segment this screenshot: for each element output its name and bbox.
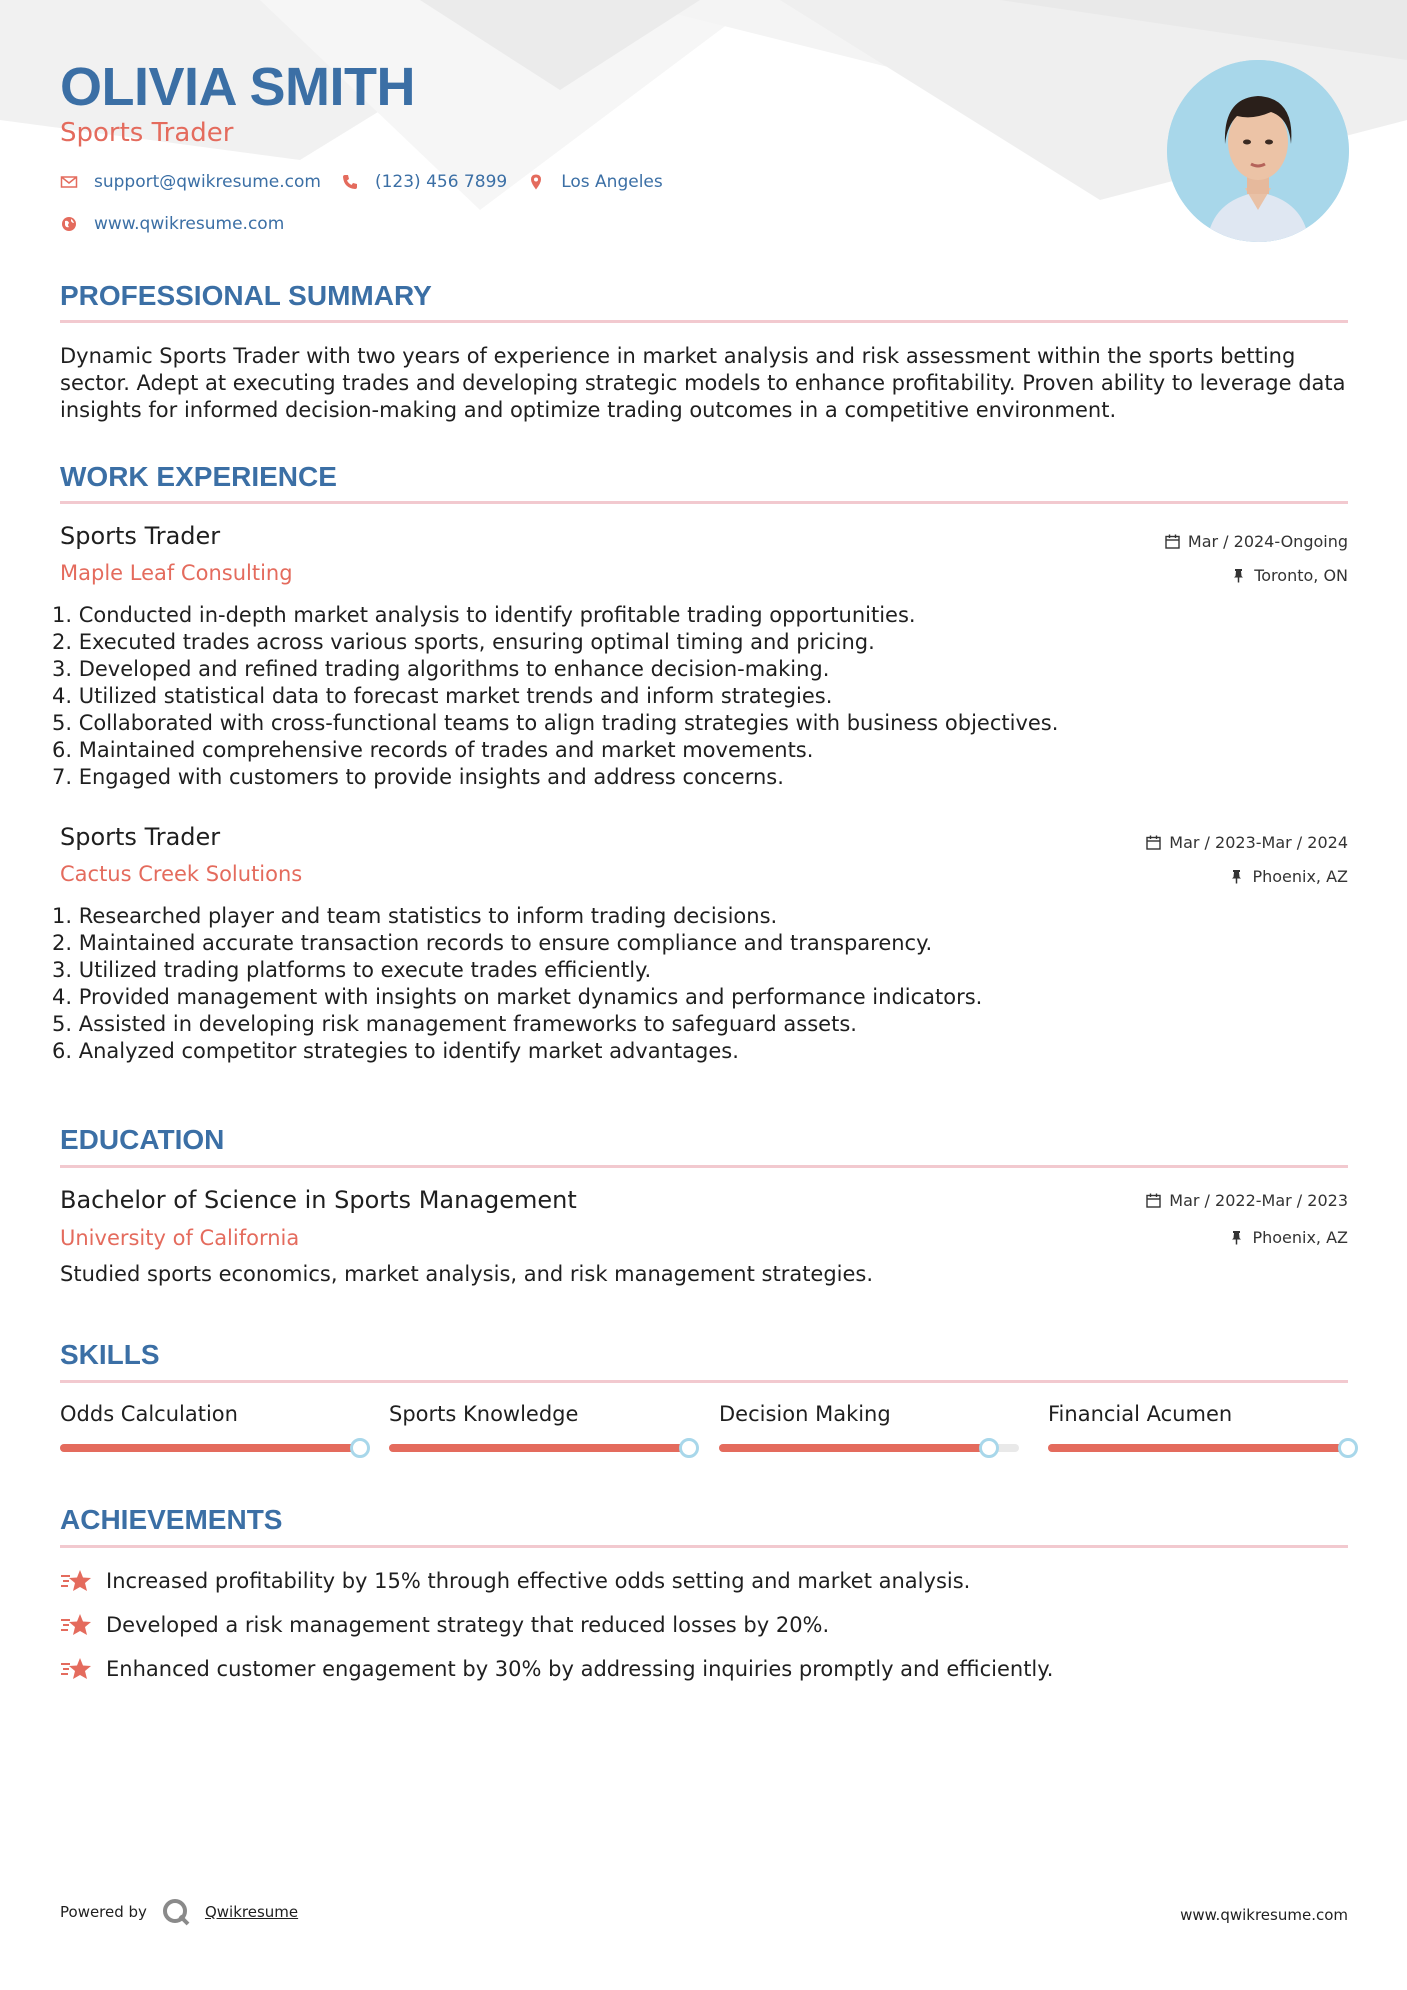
contact-row-website — [60, 214, 304, 234]
skill-name: Financial Acumen — [1048, 1402, 1233, 1426]
pushpin-icon — [1229, 869, 1244, 884]
experience-divider — [60, 501, 1348, 504]
calendar-icon — [1146, 835, 1161, 850]
education-dates — [1146, 1191, 1348, 1210]
list-item: 4. Utilized statistical data to forecast market trends and inform strategies. — [52, 684, 833, 708]
skill-bar — [60, 1444, 360, 1452]
list-item: 6. Analyzed competitor strategies to identify market advantages. — [52, 1039, 739, 1063]
phone-icon — [341, 173, 359, 191]
job-company: Maple Leaf Consulting — [60, 561, 293, 585]
education-description: Studied sports economics, market analysis, and risk management strategies. — [60, 1262, 874, 1286]
job-dates-text: Mar / 2023-Mar / 2024 — [1169, 833, 1348, 852]
job-title: Sports Trader — [60, 823, 221, 851]
achievement-text: Enhanced customer engagement by 30% by addressing inquiries promptly and efficiently. — [106, 1657, 1054, 1681]
pushpin-icon — [1231, 568, 1246, 583]
globe-icon — [60, 215, 78, 233]
achievement-text: Increased profitability by 15% through effective odds setting and market analysis. — [106, 1569, 971, 1593]
contact-row — [60, 172, 683, 192]
achievements-heading: ACHIEVEMENTS — [60, 1504, 283, 1535]
map-pin-icon — [527, 173, 545, 191]
list-item: 1. Conducted in-depth market analysis to identify profitable trading opportunities. — [52, 603, 916, 627]
star-icon — [60, 1612, 92, 1638]
skill-bar-knob — [679, 1438, 699, 1458]
job-location-text: Toronto, ON — [1254, 566, 1348, 585]
skill-item — [1048, 1402, 1348, 1452]
skill-name: Sports Knowledge — [389, 1402, 579, 1426]
achievements-divider — [60, 1545, 1348, 1548]
job-company: Cactus Creek Solutions — [60, 862, 303, 886]
footer-website[interactable]: www.qwikresume.com — [1180, 1906, 1348, 1924]
list-item: 1. Researched player and team statistics to inform trading decisions. — [52, 904, 778, 928]
contact-email[interactable] — [60, 172, 321, 192]
list-item: 4. Provided management with insights on market dynamics and performance indicators. — [52, 985, 983, 1009]
contact-website[interactable] — [60, 214, 284, 234]
list-item: 2. Executed trades across various sports, ensuring optimal timing and pricing. — [52, 630, 875, 654]
skill-bar — [1048, 1444, 1348, 1452]
star-icon — [60, 1568, 92, 1594]
education-location — [1229, 1228, 1348, 1247]
job-dates — [1165, 532, 1348, 551]
education-dates-text: Mar / 2022-Mar / 2023 — [1169, 1191, 1348, 1210]
skill-bar-knob — [979, 1438, 999, 1458]
skills-heading: SKILLS — [60, 1339, 160, 1370]
summary-text: Dynamic Sports Trader with two years of experience in market analysis and risk assessment within the sports betting sector. Adept at executing trades and developing strategic models to enhance profitability. Proven ability to leverage data insights for informed decision-making and optimize trading outcomes in a competitive environment. — [60, 344, 1346, 422]
list-item: 3. Utilized trading platforms to execute trades efficiently. — [52, 958, 652, 982]
skill-name: Decision Making — [719, 1402, 891, 1426]
contact-location — [527, 172, 663, 192]
location-text: Los Angeles — [561, 172, 663, 192]
email-text: support@qwikresume.com — [94, 172, 321, 192]
website-text: www.qwikresume.com — [94, 214, 285, 234]
achievement-item — [60, 1656, 1053, 1682]
skill-bar-fill — [719, 1444, 989, 1452]
candidate-name: OLIVIA SMITH — [60, 57, 415, 117]
experience-heading: WORK EXPERIENCE — [60, 461, 337, 492]
skill-bar-fill — [389, 1444, 689, 1452]
achievement-item — [60, 1568, 970, 1594]
job-location — [1229, 867, 1348, 886]
skill-bar-knob — [1338, 1438, 1358, 1458]
job-location-text: Phoenix, AZ — [1252, 867, 1348, 886]
summary-heading: PROFESSIONAL SUMMARY — [60, 280, 432, 311]
list-item: 3. Developed and refined trading algorithms to enhance decision-making. — [52, 657, 830, 681]
list-item: 5. Assisted in developing risk management frameworks to safeguard assets. — [52, 1012, 857, 1036]
skill-name: Odds Calculation — [60, 1402, 238, 1426]
achievement-text: Developed a risk management strategy that reduced losses by 20%. — [106, 1613, 830, 1637]
candidate-role: Sports Trader — [60, 118, 234, 148]
list-item: 6. Maintained comprehensive records of trades and market movements. — [52, 738, 814, 762]
skills-divider — [60, 1380, 1348, 1383]
job-responsibilities — [52, 903, 982, 1065]
phone-text: (123) 456 7899 — [374, 172, 508, 192]
skill-bar-fill — [1048, 1444, 1348, 1452]
calendar-icon — [1165, 534, 1180, 549]
pushpin-icon — [1229, 1230, 1244, 1245]
brand-link[interactable]: Qwikresume — [204, 1903, 299, 1921]
list-item: 5. Collaborated with cross-functional teams to align trading strategies with business objectives. — [52, 711, 1059, 735]
summary-divider — [60, 320, 1348, 323]
profile-portrait-image — [1167, 60, 1349, 242]
footer-powered-by — [60, 1897, 298, 1927]
education-school: University of California — [60, 1226, 300, 1250]
profile-photo — [1167, 60, 1349, 242]
skill-bar-fill — [60, 1444, 360, 1452]
envelope-icon — [60, 173, 78, 191]
achievement-item — [60, 1612, 829, 1638]
list-item: 2. Maintained accurate transaction records to ensure compliance and transparency. — [52, 931, 933, 955]
contact-phone[interactable] — [341, 172, 507, 192]
job-location — [1231, 566, 1348, 585]
skill-bar-knob — [350, 1438, 370, 1458]
star-icon — [60, 1656, 92, 1682]
skill-item — [719, 1402, 1019, 1452]
list-item: 7. Engaged with customers to provide insights and address concerns. — [52, 765, 784, 789]
qwikresume-logo-icon — [161, 1897, 191, 1927]
education-location-text: Phoenix, AZ — [1252, 1228, 1348, 1247]
skill-bar — [389, 1444, 689, 1452]
job-dates-text: Mar / 2024-Ongoing — [1187, 532, 1348, 551]
job-responsibilities — [52, 602, 1058, 791]
calendar-icon — [1146, 1193, 1161, 1208]
education-divider — [60, 1165, 1348, 1168]
education-heading: EDUCATION — [60, 1124, 225, 1155]
job-dates — [1146, 833, 1348, 852]
skill-item — [60, 1402, 360, 1452]
skill-item — [389, 1402, 689, 1452]
job-title: Sports Trader — [60, 522, 221, 550]
education-degree: Bachelor of Science in Sports Management — [60, 1186, 577, 1214]
skill-bar — [719, 1444, 1019, 1452]
powered-by-label: Powered by — [60, 1903, 147, 1921]
